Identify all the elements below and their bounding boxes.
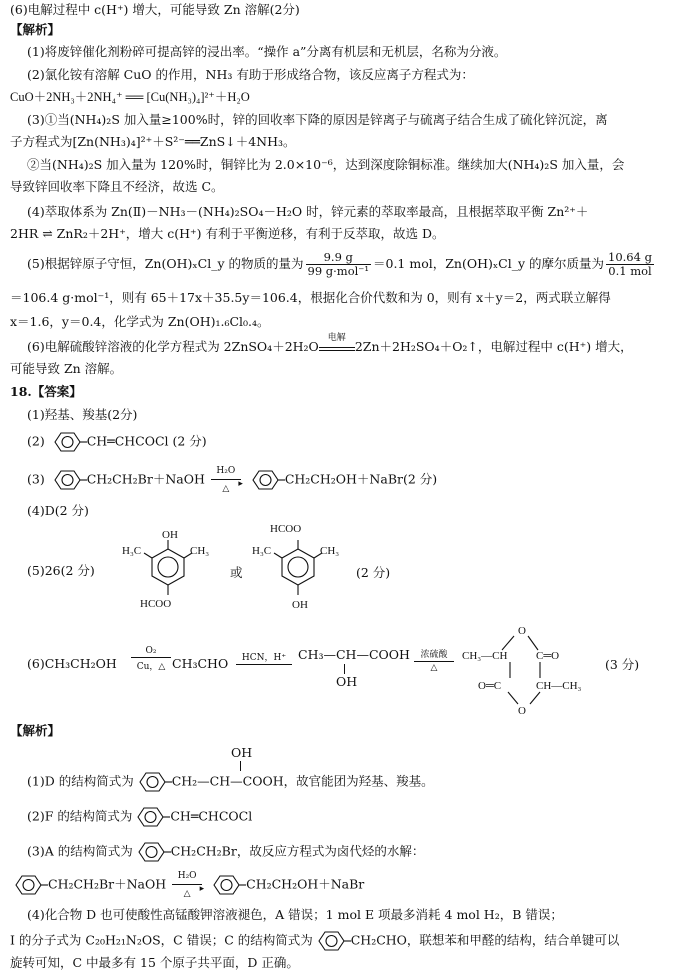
reaction-arrow (131, 646, 171, 672)
q17-analysis-4b: 2HR ⇌ ZnR₂＋2H⁺，增大 c(H⁺) 有利于平衡逆移，有利于反萃取，故选 D。 (10, 226, 445, 241)
route-step-lactic-acid: CH₃—CH—COOH (298, 647, 410, 662)
reaction-arrow (236, 650, 292, 670)
q18-answer-1: (1)羟基、羧基(2分) (27, 407, 138, 422)
route-step-oh: OH (336, 674, 358, 689)
q17-analysis-5a-text1: (5)根据锌原子守恒，Zn(OH)ₓCl_y 的物质的量为 (27, 256, 304, 271)
arrow-condition-top: HCN，H⁺ (241, 653, 287, 663)
q18-answer-2-formula: CH═CHCOCl (2 分) (86, 433, 207, 449)
substituent-label: CH₃ (320, 545, 340, 557)
substituent-label: H₃C (122, 545, 142, 557)
q17-analysis-2: (2)氯化铵有溶解 CuO 的作用，NH₃ 有助于形成络合物，该反应离子方程式为： (27, 67, 474, 82)
q18-answer-5-score: (2 分) (356, 565, 391, 580)
q18-answer-heading: 18.【答案】 (10, 384, 82, 399)
q17-analysis-6b: 可能导致 Zn 溶解。 (10, 361, 123, 376)
fraction-numerator: 10.64 g (608, 250, 652, 264)
benzene-ring-icon (134, 771, 172, 793)
explain-3-pre: (3)A 的结构简式为 (27, 843, 133, 859)
reaction-arrow: H₂O ▸ △ (170, 876, 204, 894)
q17-analysis-5a-text2: ＝0.1 mol，Zn(OH)ₓCl_y 的摩尔质量为 (373, 256, 605, 271)
q18-answer-3-products: CH₂CH₂OH＋NaBr(2 分) (284, 471, 438, 487)
arrow-condition-bottom: Cu，△ (136, 662, 166, 672)
explain-1-formula: CH₂—CH—COOH (171, 773, 284, 789)
fraction-numerator: 9.9 g (306, 251, 372, 265)
substituent-label: OH (292, 599, 308, 611)
benzene-ring-icon (208, 874, 246, 896)
q17-analysis-6a-text1: (6)电解硫酸锌溶液的化学方程式为 2ZnSO₄＋2H₂O (27, 339, 319, 354)
q18-analysis-4c: 旋转可知，C 中最多有 15 个原子共平面，D 正确。 (10, 955, 299, 970)
q18-answer-3-reactants: CH₂CH₂Br＋NaOH (86, 471, 205, 487)
q18-answer-2 (27, 431, 207, 453)
explain-1-oh: OH (231, 745, 253, 760)
q18-analysis-heading: 【解析】 (10, 723, 61, 738)
q17-analysis-3a: (3)①当(NH₄)₂S 加入量≥100%时，锌的回收率下降的原因是锌离子与硫离子结合生成了硫化锌沉淀，离 (27, 112, 608, 127)
ring-c-top: C═O (536, 650, 560, 662)
q17-analysis-5b: ＝106.4 g·mol⁻¹，则有 65＋17x＋35.5y＝106.4，根据化合价代数和为 0，则有 x＋y＝2，两式联立解得 (10, 290, 611, 305)
explain-4b-post: CH₂CHO，联想苯和甲醛的结构，结合单键可以 (350, 932, 620, 948)
q18-answer-3-label: (3) (27, 471, 45, 487)
isomer-structure-2 (248, 519, 348, 617)
substituent-label: OH (162, 529, 178, 541)
explain-1-post: ，故官能团为羟基、羧基。 (283, 773, 434, 789)
benzene-ring-icon (10, 874, 48, 896)
reaction-arrow (414, 647, 454, 673)
lactide-ring-structure (458, 622, 598, 718)
benzene-ring-icon (247, 469, 285, 491)
q18-analysis-1 (27, 771, 434, 793)
fraction-molar-mass (606, 251, 654, 278)
benzene-ring-icon (313, 930, 351, 952)
benzene-ring-icon (132, 806, 170, 828)
explain-2-pre: (2)F 的结构简式为 (27, 808, 133, 824)
arrow-condition-top: O₂ (145, 646, 157, 656)
benzene-ring-icon (133, 841, 171, 863)
isomer-structure-1 (118, 527, 218, 617)
arrow-condition-top: H₂O (216, 466, 236, 476)
q18-analysis-4a: (4)化合物 D 也可使酸性高锰酸钾溶液褪色，A 错误；1 mol E 项最多消耗 4 mol H₂，B 错误； (27, 907, 563, 922)
electrolysis-condition: 电解 (327, 333, 346, 343)
reaction-arrow: H₂O ▸ △ (209, 471, 243, 489)
explain-2-formula: CH═CHCOCl (170, 808, 253, 824)
q17-analysis-3d: 导致锌回收率下降且不经济，故选 C。 (10, 179, 224, 194)
bond-line (240, 761, 241, 771)
substituent-label: H₃C (252, 545, 272, 557)
explain-1-pre: (1)D 的结构简式为 (27, 773, 134, 789)
q18-analysis-2 (27, 806, 252, 828)
q17-analysis-6a-text2: 2Zn＋2H₂SO₄＋O₂↑，电解过程中 c(H⁺) 增大， (354, 339, 633, 354)
arrow-condition-top: 浓硫酸 (420, 650, 448, 660)
fraction-denominator: 0.1 mol (608, 264, 652, 278)
q18-answer-5-label: (5)26(2 分) (27, 563, 95, 578)
explain-4b-pre: I 的分子式为 C₂₀H₂₁N₂OS，C 错误；C 的结构简式为 (10, 932, 313, 948)
route-step-ethanol: (6)CH₃CH₂OH (27, 656, 117, 671)
q18-analysis-4b (10, 930, 619, 952)
route-step-acetaldehyde: CH₃CHO (172, 656, 229, 671)
ring-oxygen-top: O (518, 625, 526, 637)
arrow-condition-top: H₂O (177, 871, 197, 881)
q18-answer-3 (27, 466, 438, 494)
q17-analysis-4a: (4)萃取体系为 Zn(Ⅱ)－NH₃－(NH₄)₂SO₄－H₂O 时，锌元素的萃取率最高，且根据萃取平衡 Zn²⁺＋ (27, 204, 589, 219)
q17-analysis-3c: ②当(NH₄)₂S 加入量为 120%时，铜锌比为 2.0×10⁻⁶，达到深度除铜标准。继续加大(NH₄)₂S 加入量，会 (27, 157, 625, 172)
fraction-denominator: 99 g·mol⁻¹ (307, 264, 369, 278)
q18-answer-6-score: (3 分) (605, 657, 640, 672)
q17-analysis-5c: x＝1.6，y＝0.4，化学式为 Zn(OH)₁.₆Cl₀.₄。 (10, 314, 270, 329)
arrow-condition-bottom: △ (222, 484, 230, 494)
q17-analysis-5a (27, 249, 656, 279)
electrolysis-arrow (319, 333, 355, 351)
substituent-label: HCOO (140, 598, 172, 610)
benzene-ring-icon (49, 469, 87, 491)
q17-answer-6: (6)电解过程中 c(H⁺) 增大，可能导致 Zn 溶解(2分) (10, 2, 300, 17)
ring-c-bottom: O═C (478, 680, 502, 692)
explain-3-products: CH₂CH₂OH＋NaBr (246, 876, 365, 892)
q17-analysis-6a (27, 333, 633, 356)
explain-3-reactants: CH₂CH₂Br＋NaOH (48, 876, 167, 892)
q17-analysis-3b: 子方程式为[Zn(NH₃)₄]²⁺＋S²⁻══ZnS↓＋4NH₃。 (10, 134, 296, 149)
substituent-label: HCOO (270, 523, 302, 535)
benzene-ring-icon (49, 431, 87, 453)
arrow-condition-bottom: △ (183, 889, 191, 899)
q18-answer-2-label: (2) (27, 433, 45, 449)
q17-analysis-1: (1)将废锌催化剂粉碎可提高锌的浸出率。“操作 a”分离有机层和无机层，名称为分液。 (27, 44, 507, 59)
ring-ch-top: CH₃—CH (462, 650, 508, 662)
ring-oxygen-bottom: O (518, 705, 526, 717)
explain-3-post: CH₂CH₂Br，故反应方程式为卤代烃的水解： (170, 843, 425, 859)
ring-ch-bottom: CH—CH₃ (536, 680, 582, 692)
fraction-moles (306, 251, 372, 278)
q18-analysis-3-equation (10, 871, 365, 899)
q17-analysis-heading: 【解析】 (10, 22, 61, 37)
substituent-label: CH₃ (190, 545, 210, 557)
or-text: 或 (230, 565, 243, 580)
q17-equation-cuo: CuO＋2NH₃＋2NH₄⁺ ══ [Cu(NH₃)₄]²⁺＋H₂O (10, 90, 250, 104)
arrow-condition-bottom: △ (430, 663, 438, 673)
q18-analysis-3 (27, 841, 424, 863)
q18-answer-4: (4)D(2 分) (27, 503, 89, 518)
